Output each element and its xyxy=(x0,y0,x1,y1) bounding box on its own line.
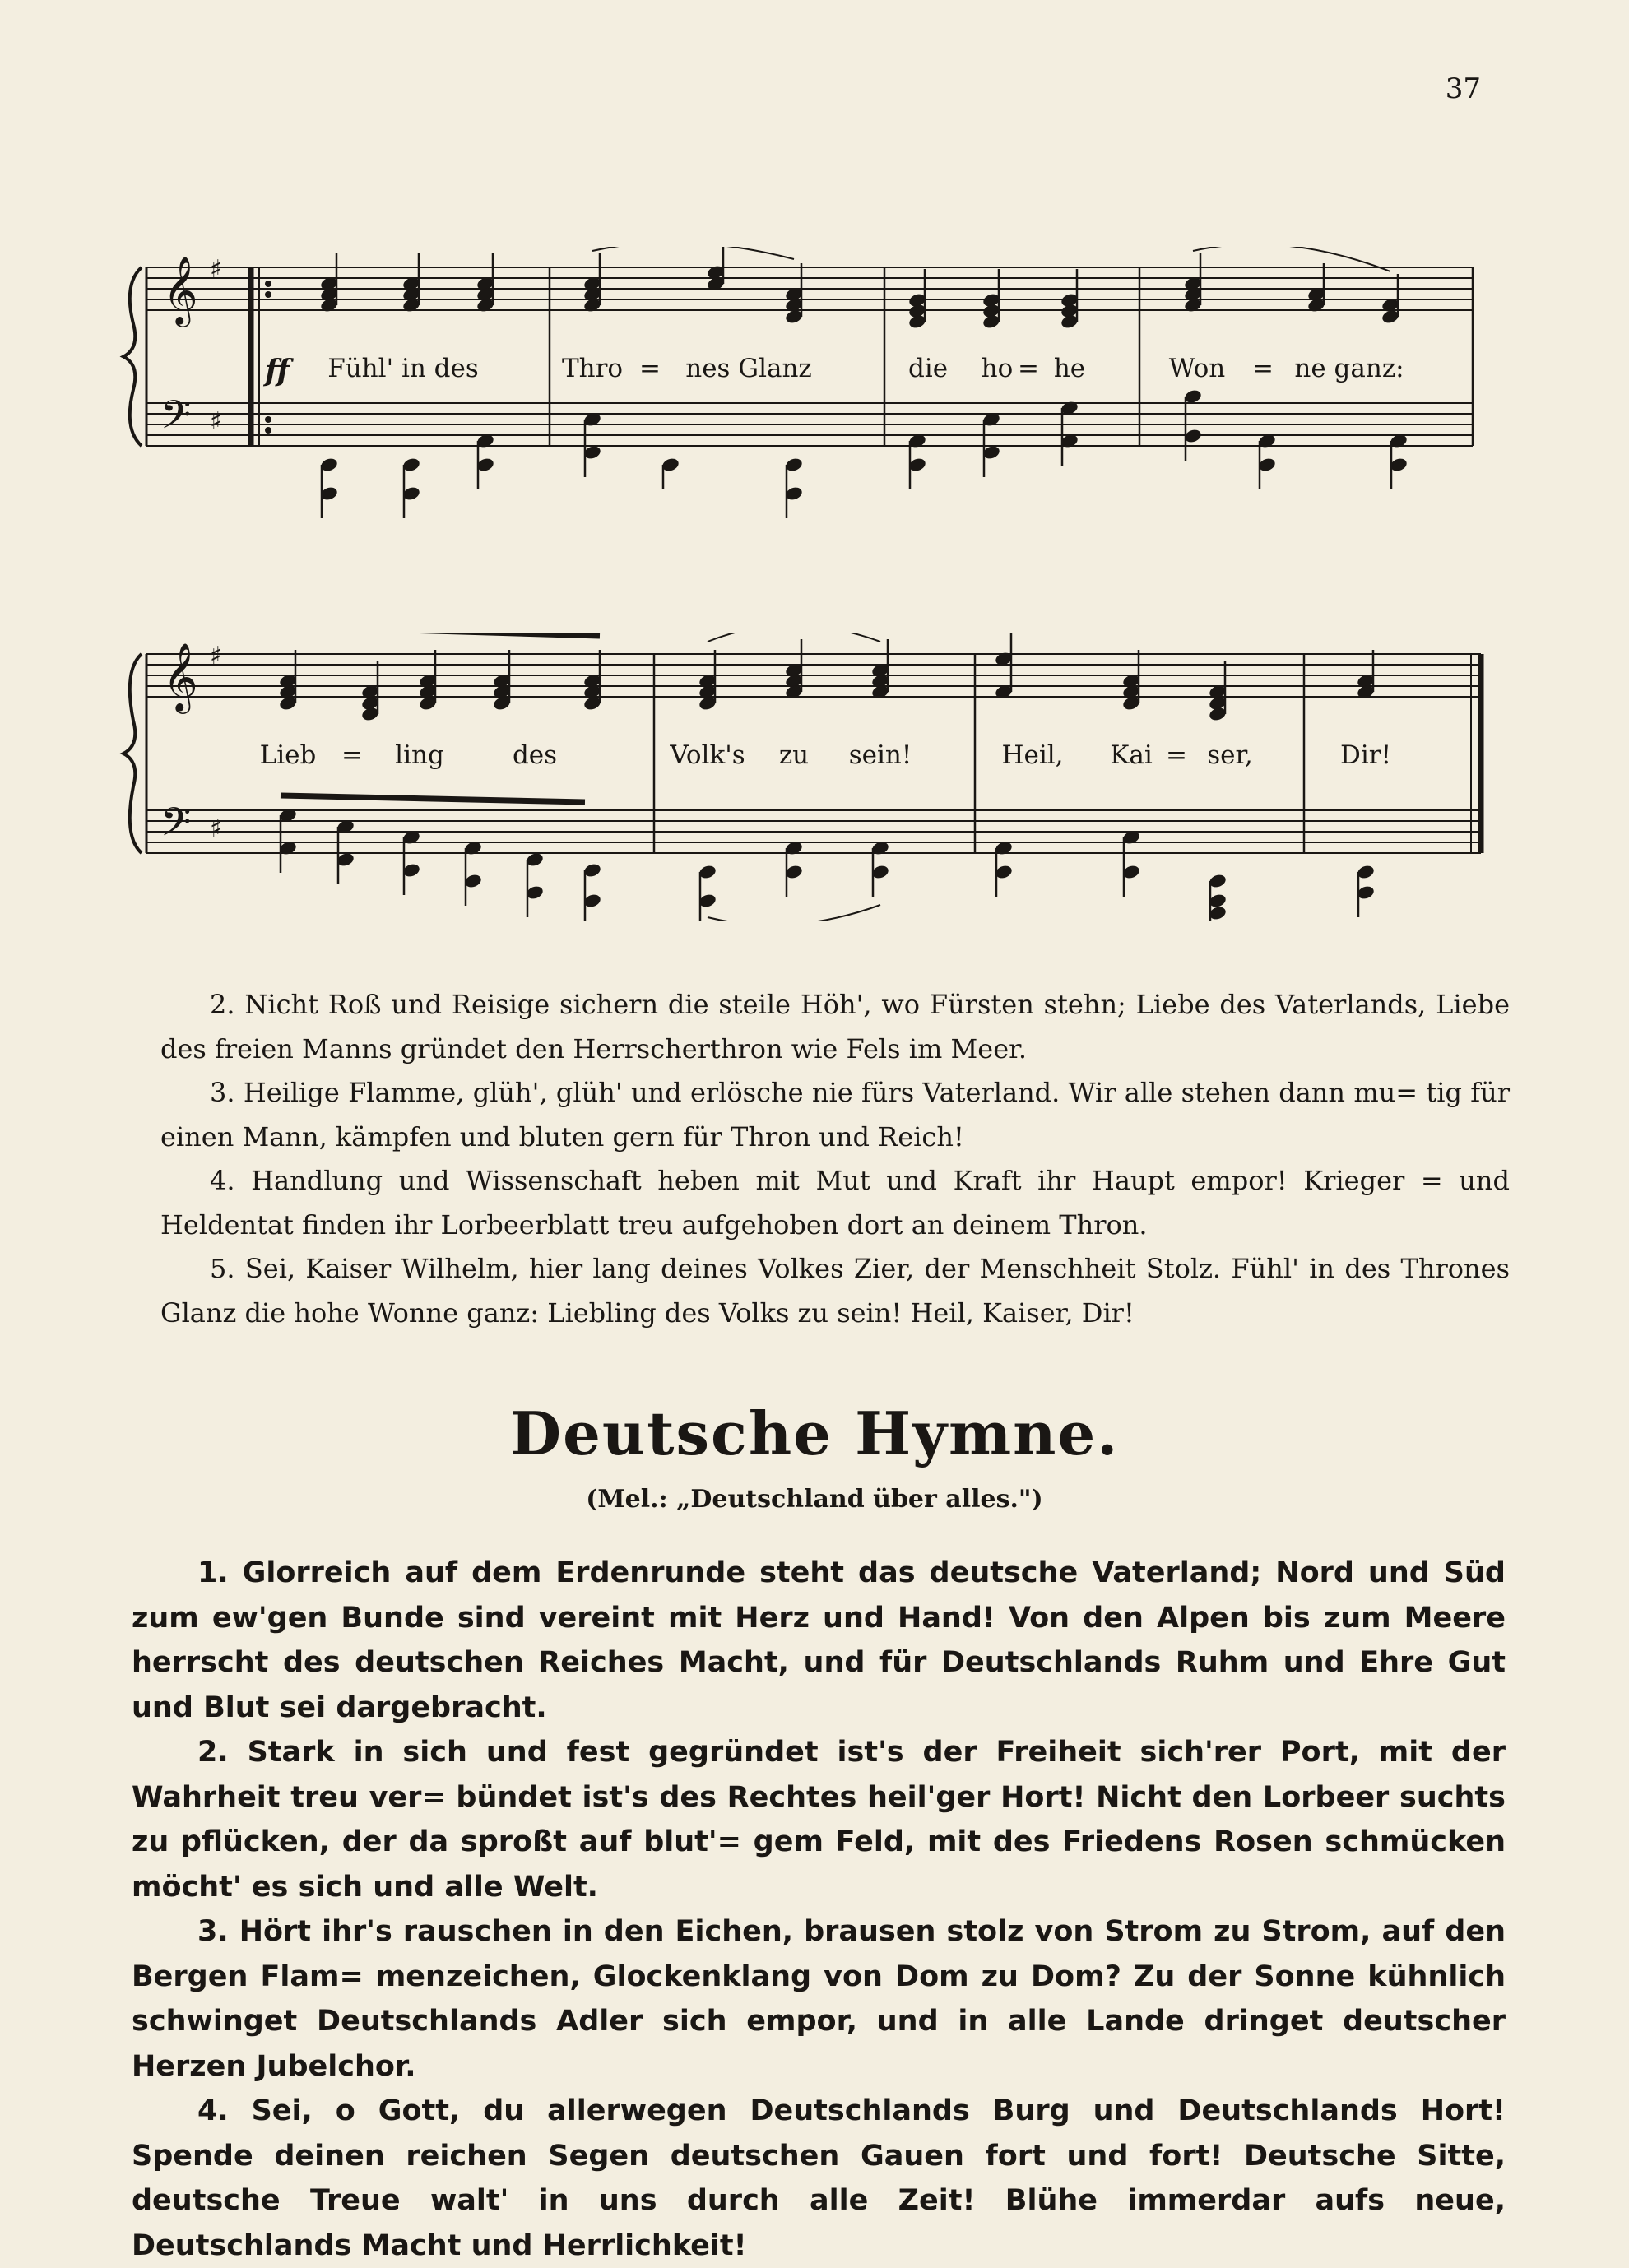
lyric-syllable: = xyxy=(639,354,661,383)
repeat-dot xyxy=(265,281,272,287)
lyric-syllable: die xyxy=(907,354,949,383)
lyric-syllable: Won xyxy=(1168,354,1226,383)
bass-clef: 𝄢 xyxy=(160,799,192,855)
verse: 3. Heilige Flamme, glüh', glüh' und erlösche nie fürs Vaterland. Wir alle stehen dann mu= tig für einen Mann, kämpfen und bluten gern für Thron und Reich! xyxy=(160,1077,1510,1153)
lyric-syllable: sein! xyxy=(848,740,912,770)
lyric-syllable: ling xyxy=(395,740,444,770)
lyric-syllable: ne ganz: xyxy=(1294,354,1404,383)
hymn-verse: 4. Sei, o Gott, du allerwegen Deutschlands Burg und Deutschlands Hort! Spende deinen reichen Segen deutschen Gauen fort und fort! Deutsche Sitte, deutsche Treue walt' in uns durch alle Zeit! Blühe immerdar aufs neue, Deutschlands Macht und Herrlichkeit! xyxy=(132,2094,1506,2262)
hymn-verse: 1. Glorreich auf dem Erdenrunde steht das deutsche Vaterland; Nord und Süd zum ew'gen Bunde sind vereint mit Herz und Hand! Von den Alpen bis zum Meere herrscht des deutschen Reiches Macht, und für Deutschlands Ruhm und Ehre Gut und Blut sei dargebracht. xyxy=(132,1556,1506,1724)
lyric-syllable: = xyxy=(1166,740,1187,770)
lyric-syllable: Fühl' in des xyxy=(327,354,479,383)
treble-clef: 𝄞 xyxy=(163,255,198,324)
lyric-row-1 xyxy=(0,354,1629,395)
lyric-syllable: Volk's xyxy=(670,740,745,770)
music-system-2 xyxy=(0,633,1629,921)
key-signature: ♯ xyxy=(210,814,222,843)
lyric-row-2 xyxy=(0,740,1629,782)
key-signature: ♯ xyxy=(210,407,222,436)
slur xyxy=(708,905,880,921)
dynamic-marking: ff xyxy=(265,354,290,388)
repeat-dot xyxy=(265,416,272,423)
hymn-subtitle: (Mel.: „Deutschland über alles.") xyxy=(586,1485,1043,1514)
lyric-syllable: he xyxy=(1053,354,1086,383)
beam xyxy=(281,795,585,802)
hymn-title: Deutsche Hymne. xyxy=(509,1398,1120,1468)
lyric-syllable: des xyxy=(512,740,558,770)
slur xyxy=(592,247,794,259)
verse: 4. Handlung und Wissenschaft heben mit Mut und Kraft ihr Haupt empor! Krieger = und Heldentat finden ihr Lorbeerblatt treu aufgehoben dort an deinem Thron. xyxy=(160,1165,1510,1241)
lyric-syllable: = xyxy=(1018,354,1039,383)
music-system-1 xyxy=(0,247,1629,526)
lyric-syllable: ser, xyxy=(1207,740,1253,770)
key-signature: ♯ xyxy=(210,642,222,670)
hymn-verse: 2. Stark in sich und fest gegründet ist's der Freiheit sich'rer Port, mit der Wahrheit treu ver= bündet ist's des Rechtes heil'ger Hort! Nicht den Lorbeer suchts zu pflücken, der da sproßt auf blut'= gem Feld, mit des Friedens Rosen schmücken möcht' es sich und alle Welt. xyxy=(132,1736,1506,1904)
hymn-verses xyxy=(132,1551,1506,2268)
lyric-syllable: = xyxy=(1252,354,1274,383)
lyric-syllable: Heil, xyxy=(1001,740,1064,770)
lyric-syllable: zu xyxy=(778,740,810,770)
lyric-syllable: Thro xyxy=(561,354,624,383)
lyric-syllable: Dir! xyxy=(1339,740,1392,770)
lyric-syllable: Lieb xyxy=(259,740,317,770)
verse: 5. Sei, Kaiser Wilhelm, hier lang deines Volkes Zier, der Menschheit Stolz. Fühl' in des Thrones Glanz die hohe Wonne ganz: Liebling des Volks zu sein! Heil, Kaiser, Dir! xyxy=(160,1253,1510,1329)
beam xyxy=(378,633,600,636)
lyric-syllable: = xyxy=(341,740,363,770)
lyric-syllable: nes Glanz xyxy=(685,354,812,383)
hymn-verse: 3. Hört ihr's rauschen in den Eichen, brausen stolz von Strom zu Strom, auf den Bergen Flam= menzeichen, Glockenklang von Dom zu Dom? Zu der Sonne kühnlich schwinget Deutschlands Adler sich empor, und in alle Lande dringet deutscher Herzen Jubelchor. xyxy=(132,1915,1506,2083)
key-signature: ♯ xyxy=(210,255,222,284)
page-number: 37 xyxy=(1445,72,1481,105)
lyric-syllable: Kai xyxy=(1110,740,1153,770)
song-verses xyxy=(160,983,1510,1335)
treble-clef: 𝄞 xyxy=(163,642,198,711)
repeat-dot xyxy=(265,291,272,298)
repeat-dot xyxy=(265,427,272,434)
slur xyxy=(708,633,880,642)
verse: 2. Nicht Roß und Reisige sichern die steile Höh', wo Fürsten stehn; Liebe des Vaterlands, Liebe des freien Manns gründet den Herrscherthron wie Fels im Meer. xyxy=(160,989,1510,1064)
lyric-syllable: ho xyxy=(981,354,1014,383)
bass-clef: 𝄢 xyxy=(160,392,192,448)
